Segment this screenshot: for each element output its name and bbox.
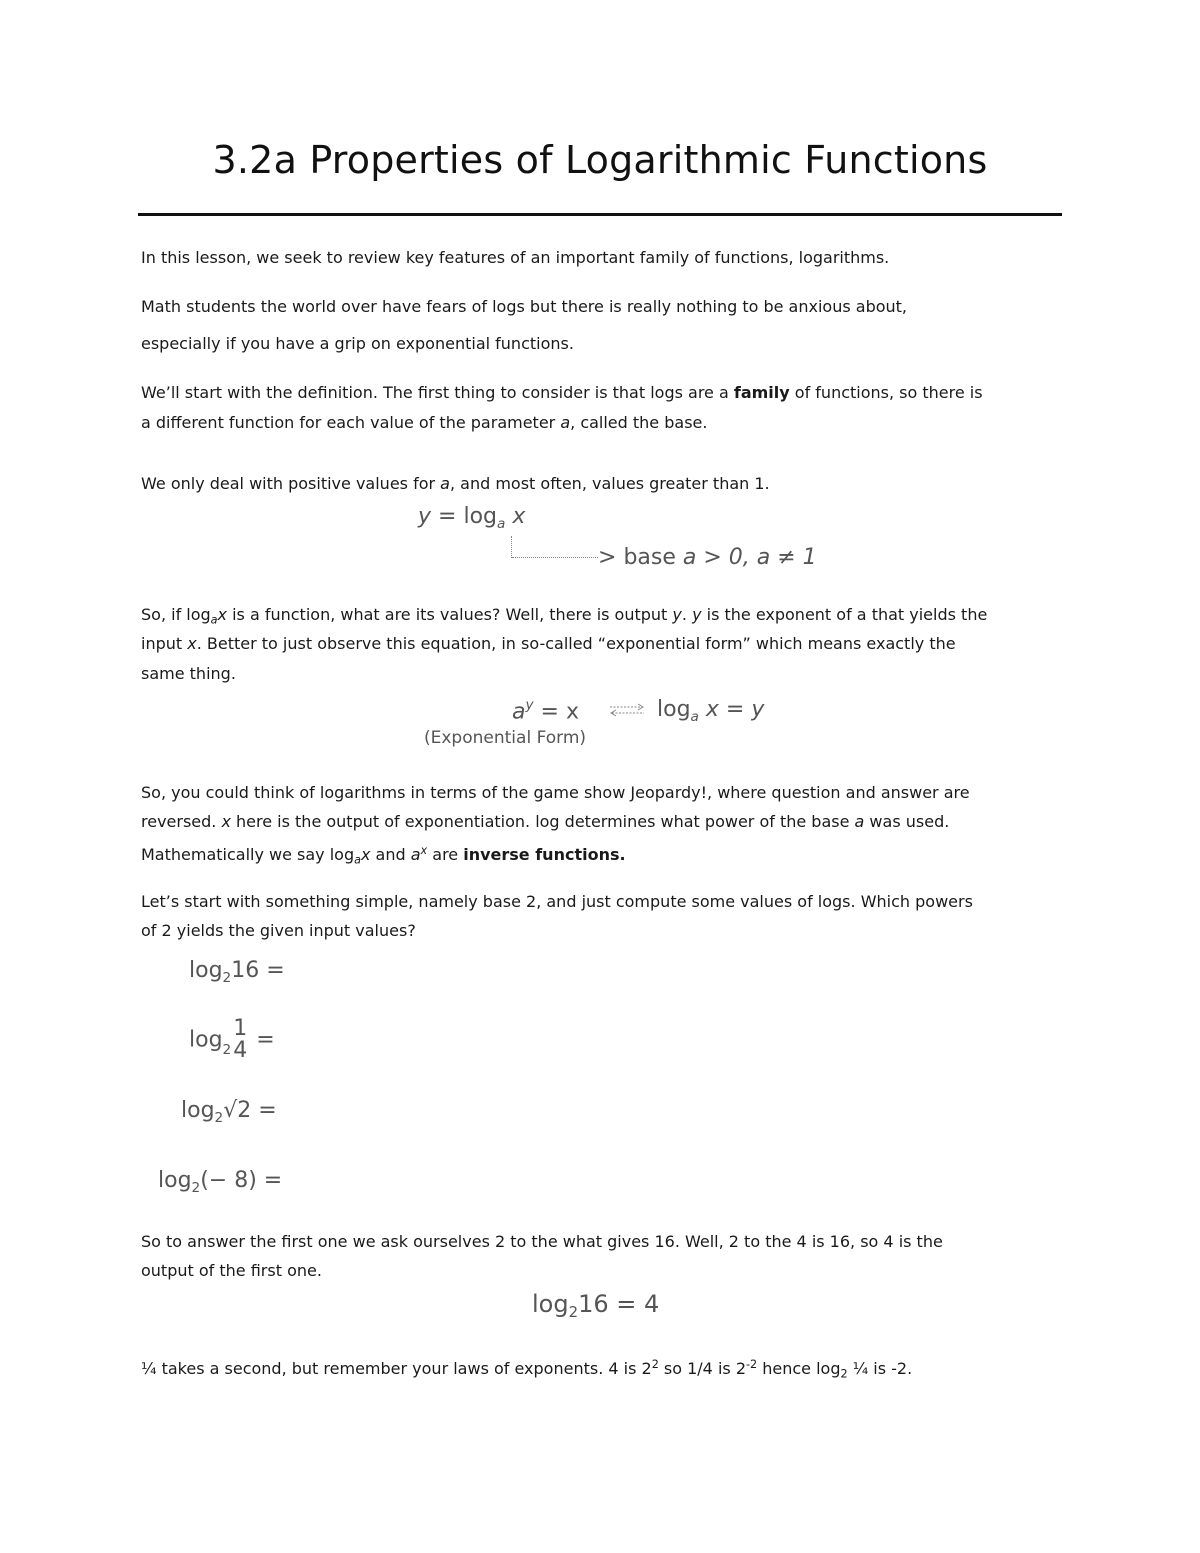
- title-divider: [138, 213, 1062, 216]
- base-pointer-horizontal: [512, 557, 598, 558]
- fraction-one-quarter: 1 4: [233, 1016, 248, 1063]
- paragraph-base2-line2: of 2 yields the given input values?: [141, 921, 416, 940]
- paragraph-jeopardy-line2: reversed. x here is the output of exponentiation. log determines what power of the base a was used.: [141, 812, 950, 831]
- exercise-log2-quarter: $\log_2$ 1 4 =: [189, 1016, 275, 1063]
- paragraph-jeopardy-line3: Mathematically we say $\log_ax$ and $a^x$ are inverse functions.: [141, 844, 626, 867]
- paragraph-answer-line2: output of the first one.: [141, 1261, 322, 1280]
- base-pointer-vertical: [511, 536, 513, 558]
- paragraph-fears-line2: especially if you have a grip on exponential functions.: [141, 334, 574, 353]
- bold-inverse-functions: inverse functions.: [463, 845, 626, 865]
- double-arrow-icon: [608, 700, 646, 720]
- paragraph-values-line3: same thing.: [141, 664, 236, 683]
- paragraph-jeopardy-line1: So, you could think of logarithms in terms of the game show Jeopardy!, where question and answer are: [141, 783, 970, 802]
- answer-log2-16: $\log_216 = 4$: [532, 1290, 660, 1322]
- logarithmic-form-equation: $\log_a x = y$: [657, 697, 765, 725]
- log-definition-equation: $y = \log_a x$: [418, 504, 526, 532]
- paragraph-fears-line1: Math students the world over have fears of logs but there is really nothing to be anxious about,: [141, 297, 908, 316]
- paragraph-values-line1: So, if $\log_ax$ is a function, what are its values? Well, there is output y. y is the exponent of a that yields the: [141, 605, 988, 627]
- arrow-right-icon: >: [598, 545, 624, 570]
- exponential-form-caption: (Exponential Form): [424, 728, 587, 748]
- page-title: 3.2a Properties of Logarithmic Functions: [212, 138, 988, 182]
- paragraph-quarter-explanation: ¼ takes a second, but remember your laws of exponents. 4 is $2^2$ so 1/4 is $2^{-2}$ hence $\log_2$ ¼ is -2.: [141, 1358, 913, 1381]
- base-condition-label: > base a > 0, a ≠ 1: [598, 545, 817, 570]
- exercise-log2-16: $\log_216$ =: [189, 958, 285, 986]
- exercise-log2-sqrt2: $\log_2√2$ =: [181, 1098, 277, 1126]
- paragraph-answer-line1: So to answer the first one we ask ourselves 2 to the what gives 16. Well, 2 to the 4 is 16, so 4 is the: [141, 1232, 943, 1251]
- exponential-form-equation: $a^y = x$: [512, 697, 580, 725]
- paragraph-values-line2: input x. Better to just observe this equation, in so-called “exponential form” which means exactly the: [141, 634, 956, 653]
- exercise-log2-negative8: $\log_2(- 8)$ =: [158, 1168, 283, 1196]
- paragraph-definition-line1: We’ll start with the definition. The first thing to consider is that logs are a family of functions, so there is: [141, 383, 983, 402]
- paragraph-intro: In this lesson, we seek to review key features of an important family of functions, logarithms.: [141, 248, 890, 267]
- bold-family: family: [733, 383, 790, 402]
- paragraph-definition-line2: a different function for each value of the parameter a, called the base.: [141, 413, 708, 432]
- paragraph-base2-line1: Let’s start with something simple, namely base 2, and just compute some values of logs. Which powers: [141, 892, 973, 911]
- paragraph-positive-values: We only deal with positive values for a, and most often, values greater than 1.: [141, 474, 770, 493]
